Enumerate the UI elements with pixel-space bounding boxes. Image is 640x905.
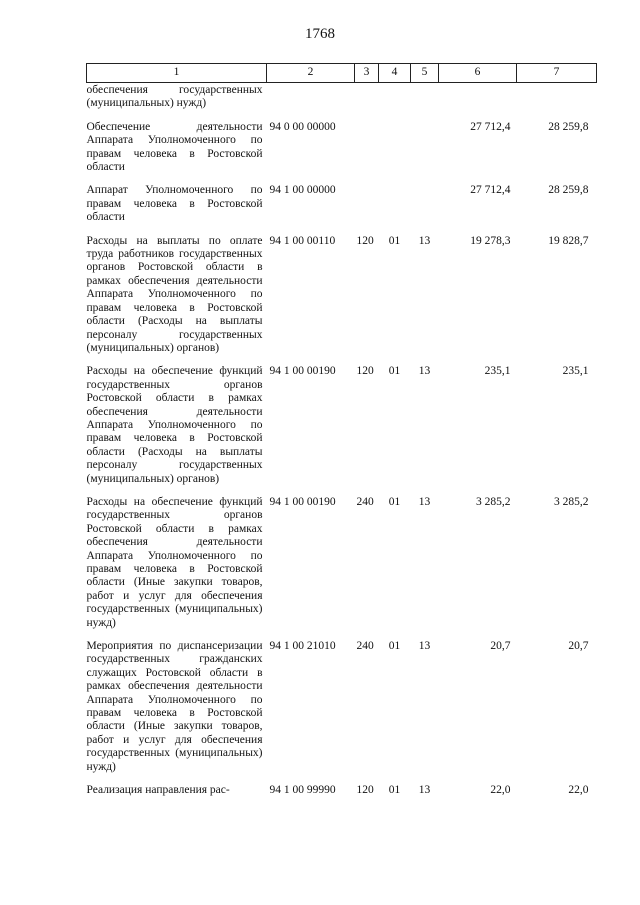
section [379, 111, 411, 175]
expense-type [355, 111, 379, 175]
table-row [87, 774, 597, 797]
budget-table [86, 63, 597, 798]
section: 01 [388, 784, 401, 797]
table-row [87, 111, 597, 175]
column-header: 4 [379, 64, 411, 83]
expense-type: 120 [356, 234, 374, 247]
target-code [267, 83, 355, 111]
amount-col7: 28 259,8 [548, 120, 589, 133]
section: 01 [388, 495, 401, 508]
column-header: 2 [267, 64, 355, 83]
expense-type [355, 174, 379, 224]
row-name: обеспечения государственных (муниципальных) нужд) [86, 84, 263, 110]
target-code: 94 1 00 99990 [269, 784, 336, 797]
table-row [87, 83, 597, 111]
amount-col6: 20,7 [490, 640, 511, 653]
expense-type [355, 83, 379, 111]
table-row [87, 355, 597, 486]
section [379, 174, 411, 224]
subsection: 13 [418, 495, 431, 508]
expense-type: 240 [356, 495, 374, 508]
subsection: 13 [418, 784, 431, 797]
amount-col7 [517, 83, 597, 111]
subsection: 13 [418, 640, 431, 653]
table-row [87, 174, 597, 224]
section: 01 [388, 234, 401, 247]
expense-type: 240 [356, 640, 374, 653]
row-name: Реализация направления рас- [86, 784, 230, 797]
subsection: 13 [418, 234, 431, 247]
target-code: 94 1 00 21010 [269, 640, 336, 653]
amount-col6: 27 712,4 [470, 184, 511, 197]
column-header: 6 [439, 64, 517, 83]
table-row [87, 225, 597, 356]
amount-col6: 19 278,3 [470, 234, 511, 247]
amount-col6: 235,1 [484, 365, 511, 378]
target-code: 94 1 00 00000 [269, 184, 336, 197]
subsection [411, 83, 439, 111]
section [379, 83, 411, 111]
table-header-row [87, 64, 597, 83]
amount-col7: 235,1 [562, 365, 589, 378]
row-name: Обеспечение деятельности Аппарата Уполномоченного по правам человека в Ростовской области [86, 120, 263, 174]
amount-col7: 3 285,2 [554, 495, 589, 508]
row-name: Расходы на обеспечение функций государственных органов Ростовской области в рамках обеспечения деятельности Аппарата Уполномоченного по правам человека в Ростовской области (Расходы на выплаты персоналу государственных (муниципальных) органов) [86, 365, 263, 485]
row-name: Мероприятия по диспансеризации государственных гражданских служащих Ростовской области в рамках обеспечения деятельности Аппарата Уполномоченного по правам человека в Ростовской области (Иные закупки товаров, работ и услуг для обеспечения государственных (муниципальных) нужд) [86, 640, 263, 773]
expense-type: 120 [356, 784, 374, 797]
row-name: Расходы на обеспечение функций государственных органов Ростовской области в рамках обеспечения деятельности Аппарата Уполномоченного по правам человека в Ростовской области (Иные закупки товаров, работ и услуг для обеспечения государственных (муниципальных) нужд) [86, 495, 263, 629]
table-row [87, 630, 597, 774]
target-code: 94 1 00 00190 [269, 365, 336, 378]
column-header: 7 [517, 64, 597, 83]
table-row [87, 486, 597, 630]
section: 01 [388, 365, 401, 378]
target-code: 94 1 00 00110 [269, 234, 336, 247]
subsection [411, 174, 439, 224]
amount-col6: 27 712,4 [470, 120, 511, 133]
row-name: Аппарат Уполномоченного по правам человека в Ростовской области [86, 184, 263, 224]
subsection [411, 111, 439, 175]
subsection: 13 [418, 365, 431, 378]
amount-col6: 22,0 [490, 784, 511, 797]
target-code: 94 1 00 00190 [269, 495, 336, 508]
page-number: 1768 [305, 26, 335, 42]
amount-col7: 22,0 [568, 784, 589, 797]
amount-col6 [439, 83, 517, 111]
amount-col6: 3 285,2 [476, 495, 511, 508]
section: 01 [388, 640, 401, 653]
amount-col7: 20,7 [568, 640, 589, 653]
column-header: 5 [411, 64, 439, 83]
amount-col7: 19 828,7 [548, 234, 589, 247]
expense-type: 120 [356, 365, 374, 378]
column-header: 1 [87, 64, 267, 83]
amount-col7: 28 259,8 [548, 184, 589, 197]
column-header: 3 [355, 64, 379, 83]
row-name: Расходы на выплаты по оплате труда работников государственных органов Ростовской области в рамках обеспечения деятельности Аппарата Уполномоченного по правам человека в Ростовской области (Расходы на выплаты персоналу государственных (муниципальных) органов) [86, 234, 263, 354]
target-code: 94 0 00 00000 [269, 120, 336, 133]
